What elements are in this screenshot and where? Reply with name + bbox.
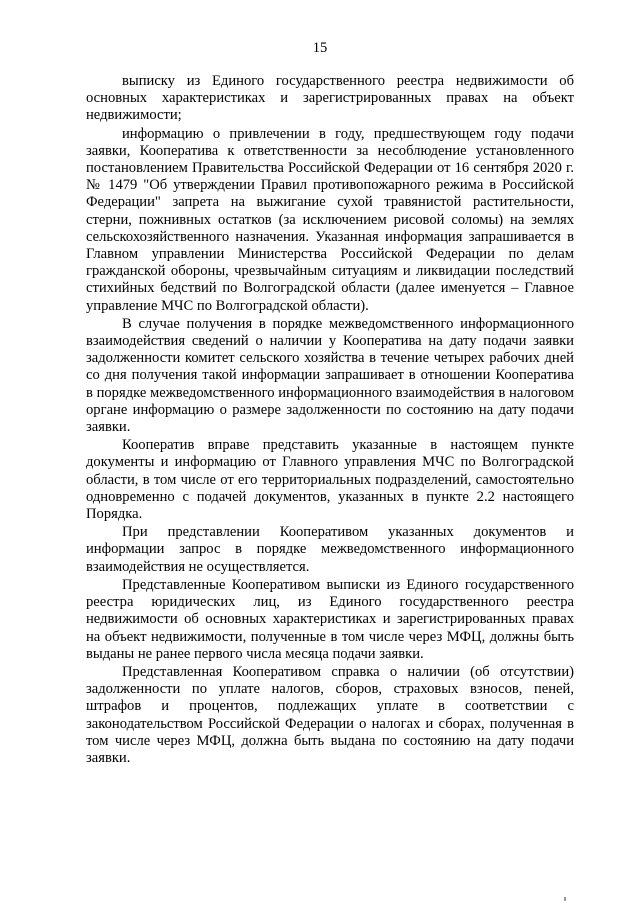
paragraph: Представленные Кооперативом выписки из Единого государственного реестра юридических лиц, из Единого государственного реестра недвижимости об основных характеристиках и зарегистрированных правах на объект недвижимости, полученные в том числе через МФЦ, должны быть выданы не ранее первого числа месяца подачи заявки.: [86, 576, 574, 662]
paragraph: Представленная Кооперативом справка о наличии (об отсутствии) задолженности по уплате налогов, сборов, страховых взносов, пеней, штрафов и процентов, подлежащих уплате в соответствии с законодательством Российской Федерации о налогах и сборах, полученная в том числе через МФЦ, должна быть выдана по состоянию на дату подачи заявки.: [86, 663, 574, 766]
paragraph: Кооператив вправе представить указанные в настоящем пункте документы и информацию от Главного управления МЧС по Волгоградской области, в том числе от его территориальных подразделений, самостоятельно одновременно с подачей документов, указанных в пункте 2.2 настоящего Порядка.: [86, 437, 574, 523]
paragraph: При представлении Кооперативом указанных документов и информации запрос в порядке межведомственного информационного взаимодействия не осуществляется.: [86, 524, 574, 575]
scan-mark: [564, 897, 566, 901]
paragraph: В случае получения в порядке межведомственного информационного взаимодействия сведений о наличии у Кооператива на дату подачи заявки задолженности комитет сельского хозяйства в течение четырех рабочих дней со дня получения такой информации запрашивает в отношении Кооператива в порядке межведомственного информационного взаимодействия в налоговом органе информацию о размере задолженности по состоянию на дату подачи заявки.: [86, 315, 574, 436]
paragraph: выписку из Единого государственного реестра недвижимости об основных характеристиках и зарегистрированных правах на объект недвижимости;: [86, 73, 574, 124]
paragraph: информацию о привлечении в году, предшествующем году подачи заявки, Кооператива к ответственности за несоблюдение установленного постановлением Правительства Российской Федерации от 16 сентября 2020 г. № 1479 "Об утверждении Правил противопожарного режима в Российской Федерации" запрета на выжигание сухой травянистой растительности, стерни, пожнивных остатков (за исключением рисовой соломы) на землях сельскохозяйственного назначения. Указанная информация запрашивается в Главном управлении Министерства Российской Федерации по делам гражданской обороны, чрезвычайным ситуациям и ликвидации последствий стихийных бедствий по Волгоградской области (далее именуется – Главное управление МЧС по Волгоградской области).: [86, 125, 574, 314]
page-number: 15: [312, 40, 328, 56]
document-body: [86, 73, 574, 767]
